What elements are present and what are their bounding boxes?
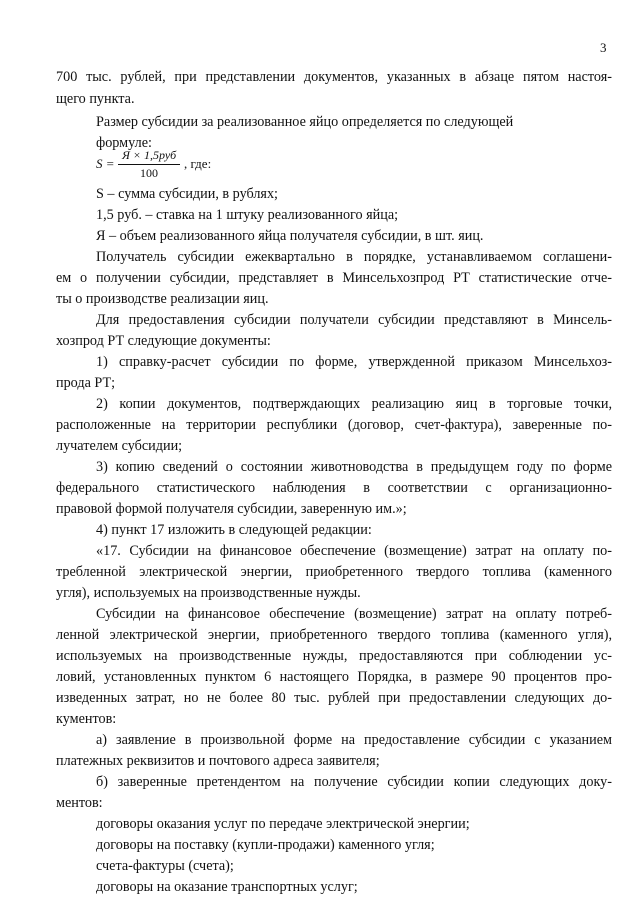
- text-line: Получатель субсидии ежеквартально в порядке, устанавливаемом соглашени-: [96, 249, 612, 265]
- text-line: хозпрод РТ следующие документы:: [56, 333, 271, 349]
- text-line: ментов:: [56, 795, 103, 811]
- text-line: угля), используемых на производственные нужды.: [56, 585, 361, 601]
- text-line: формуле:: [96, 135, 152, 151]
- text-line: правовой формой получателя субсидии, заверенную им.»;: [56, 501, 407, 517]
- text-line: Субсидии на финансовое обеспечение (возмещение) затрат на оплату потреб-: [96, 606, 612, 622]
- text-line: договоры на поставку (купли-продажи) каменного угля;: [96, 837, 435, 853]
- text-line: ленной электрической энергии, приобретенного твердого топлива (каменного угля),: [56, 627, 612, 643]
- text-line: договоры оказания услуг по передаче электрической энергии;: [96, 816, 470, 832]
- formula-lhs: S =: [96, 156, 115, 171]
- text-line: 4) пункт 17 изложить в следующей редакции:: [96, 522, 372, 538]
- formula-denominator: 100: [140, 166, 158, 180]
- text-line: расположенные на территории республики (договор, счет-фактура), заверенные по-: [56, 417, 612, 433]
- text-line: б) заверенные претендентом на получение субсидии копии следующих доку-: [96, 774, 612, 790]
- text-line: Для предоставления субсидии получатели субсидии представляют в Минсель-: [96, 312, 612, 328]
- text-line: 700 тыс. рублей, при представлении документов, указанных в абзаце пятом настоя-: [56, 69, 612, 85]
- text-line: Я – объем реализованного яйца получателя субсидии, в шт. яиц.: [96, 228, 484, 244]
- text-line: федерального статистического наблюдения в соответствии с организационно-: [56, 480, 612, 496]
- text-line: Размер субсидии за реализованное яйцо определяется по следующей: [96, 114, 514, 130]
- text-line: требленной электрической энергии, приобретенного твердого топлива (каменного: [56, 564, 612, 580]
- text-line: «17. Субсидии на финансовое обеспечение (возмещение) затрат на оплату по-: [96, 543, 612, 559]
- text-line: счета-фактуры (счета);: [96, 858, 234, 874]
- subsidy-formula: [96, 148, 226, 184]
- formula-fraction-bar: [118, 164, 180, 165]
- text-line: 1,5 руб. – ставка на 1 штуку реализованного яйца;: [96, 207, 399, 223]
- text-line: а) заявление в произвольной форме на предоставление субсидии с указанием: [96, 732, 612, 748]
- formula-numerator: Я × 1,5руб: [122, 148, 177, 162]
- text-line: используемых на производственные нужды, предоставляются при соблюдении ус-: [56, 648, 612, 664]
- text-line: договоры на оказание транспортных услуг;: [96, 879, 358, 895]
- text-line: ловий, установленных пунктом 6 настоящего Порядка, в размере 90 процентов про-: [56, 669, 612, 685]
- page-number: 3: [600, 40, 607, 55]
- text-line: лучателем субсидии;: [56, 438, 183, 454]
- text-line: изведенных затрат, но не более 80 тыс. рублей при предоставлении следующих до-: [56, 690, 612, 706]
- text-line: ты о производстве реализации яиц.: [56, 291, 269, 307]
- text-line: 1) справку-расчет субсидии по форме, утвержденной приказом Минсельхоз-: [96, 354, 612, 370]
- text-line: 2) копии документов, подтверждающих реализацию яиц в торговые точки,: [96, 396, 612, 412]
- text-line: ем о получении субсидии, представляет в Минсельхозпрод РТ статистические отче-: [56, 270, 612, 286]
- text-line: прода РТ;: [56, 375, 116, 391]
- text-line: щего пункта.: [56, 91, 135, 107]
- text-line: S – сумма субсидии, в рублях;: [96, 186, 278, 202]
- text-line: кументов:: [56, 711, 117, 727]
- text-line: 3) копию сведений о состоянии животноводства в предыдущем году по форме: [96, 459, 612, 475]
- formula-suffix: , где:: [184, 156, 212, 171]
- text-line: платежных реквизитов и почтового адреса заявителя;: [56, 753, 380, 769]
